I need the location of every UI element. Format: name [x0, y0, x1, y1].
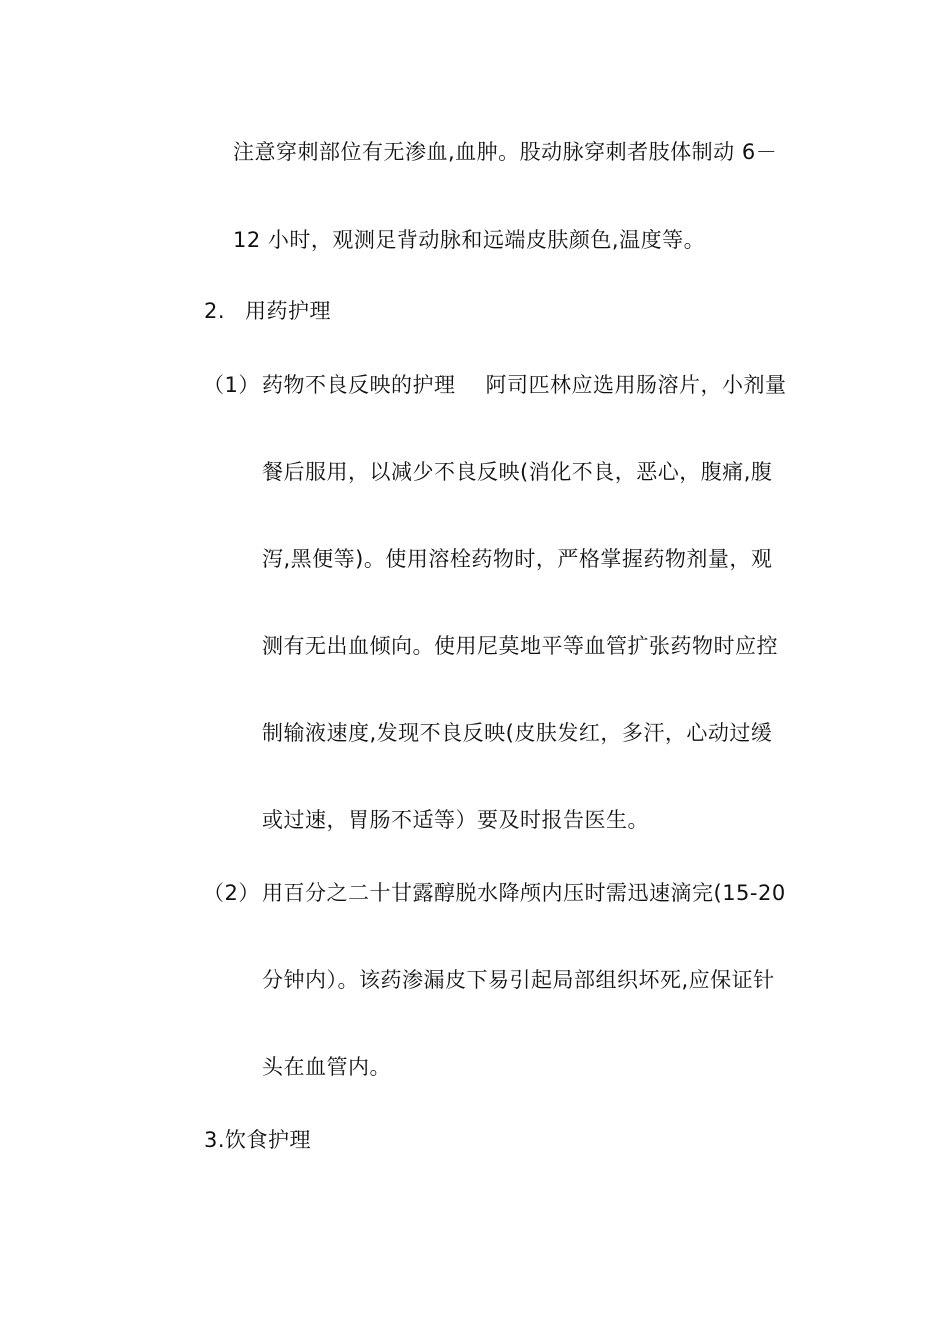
- list-item-line: 头在血管内。: [262, 1055, 391, 1079]
- list-item-line: 测有无出血倾向。使用尼莫地平等血管扩张药物时应控: [262, 634, 778, 658]
- list-item-1-first-line: [203, 371, 787, 399]
- paragraph-line: 12 小时，观测足背动脉和远端皮肤颜色,温度等。: [233, 228, 706, 252]
- section-heading-3: 3.饮食护理: [204, 1128, 312, 1152]
- section-title: 用药护理: [245, 299, 331, 323]
- list-item-line: 或过速，胃肠不适等）要及时报告医生。: [262, 808, 649, 832]
- list-item-2-first-line: [203, 879, 786, 907]
- list-item-text: 阿司匹林应选用肠溶片，小剂量: [485, 373, 787, 397]
- list-item-text: 用百分之二十甘露醇脱水降颅内压时需迅速滴完(15-20: [262, 881, 786, 905]
- list-item-line: 餐后服用，以减少不良反映(消化不良，恶心，腹痛,腹: [262, 460, 773, 484]
- list-item-line: 分钟内）。该药渗漏皮下易引起局部组织坏死,应保证针: [262, 968, 775, 992]
- list-item-line: 制输液速度,发现不良反映(皮肤发红，多汗，心动过缓: [262, 721, 773, 745]
- section-number: 2.: [204, 299, 226, 323]
- list-marker: （2）: [203, 881, 260, 905]
- list-item-heading: 药物不良反映的护理: [262, 373, 456, 397]
- list-item-line: 泻,黑便等)。使用溶栓药物时，严格掌握药物剂量，观: [262, 547, 773, 571]
- section-heading-2: [204, 297, 331, 325]
- paragraph-line: 注意穿刺部位有无渗血,血肿。股动脉穿刺者肢体制动 6－: [233, 140, 778, 164]
- list-marker: （1）: [203, 373, 260, 397]
